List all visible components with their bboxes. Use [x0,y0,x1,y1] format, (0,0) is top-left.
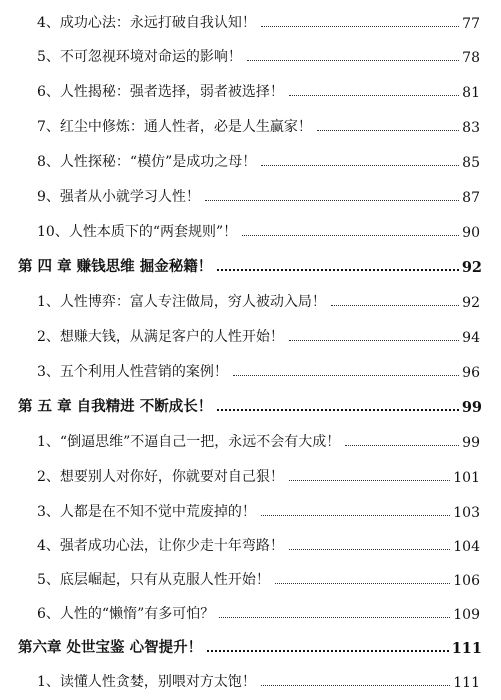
toc-entry-title: 5、不可忽视环境对命运的影响！ [37,49,242,65]
dot-leader [233,375,459,376]
dot-leader [217,409,459,411]
toc-chapter-page: 99 [461,399,482,416]
toc-entry [37,112,480,136]
toc-entry [37,599,480,623]
toc-entry [37,565,480,589]
dot-leader [275,583,450,584]
toc-entry [37,287,480,311]
dot-leader [219,617,450,618]
toc-chapter-title: 第六章 处世宝鉴 心智提升！ [18,639,203,656]
toc-entry [37,42,480,66]
toc-entry [37,427,480,451]
toc-entry-title: 4、成功心法：永远打破自我认知！ [37,15,256,31]
toc-entry [37,497,480,521]
toc-entry-page: 96 [462,365,480,381]
toc-chapter-page: 111 [451,640,482,657]
toc-entry-page: 90 [462,225,480,241]
toc-entry [37,217,480,241]
toc-entry-title: 4、强者成功心法，让你少走十年弯路！ [37,538,284,554]
toc-entry-page: 101 [453,470,480,486]
toc-entry-page: 111 [453,675,480,691]
dot-leader [289,95,459,96]
toc-entry-title: 1、“倒逼思维”不逼自己一把，永远不会有大成！ [37,434,341,450]
toc-entry [37,357,480,381]
toc-chapter-page: 92 [461,259,482,276]
toc-entry [37,182,480,206]
dot-leader [261,165,459,166]
dot-leader [289,340,459,341]
toc-entry-page: 85 [462,155,480,171]
toc-entry-title: 10、人性本质下的“两套规则”！ [37,224,238,240]
toc-entry-title: 1、人性博弈：富人专注做局，穷人被动入局！ [37,294,326,310]
toc-entry-title: 2、想要别人对你好，你就要对自己狠！ [37,469,284,485]
toc-entry-page: 87 [462,190,480,206]
toc-entry-page: 78 [462,50,480,66]
dot-leader [289,480,450,481]
toc-entry [37,147,480,171]
toc-entry-page: 106 [453,573,480,589]
toc-entry [37,462,480,486]
toc-entry-page: 109 [453,607,480,623]
toc-entry-page: 92 [462,295,480,311]
dot-leader [261,685,450,686]
toc-entry-title: 1、读懂人性贪婪，别喂对方太饱！ [37,674,256,690]
toc-entry-title: 2、想赚大钱，从满足客户的人性开始！ [37,329,284,345]
toc-chapter-title: 第 五 章 自我精进 不断成长！ [18,398,213,415]
toc-entry-page: 103 [453,505,480,521]
toc-entry-page: 94 [462,330,480,346]
dot-leader [207,650,449,652]
dot-leader [261,26,459,27]
dot-leader [247,60,459,61]
toc-entry [37,8,480,32]
dot-leader [331,305,459,306]
toc-entry-page: 83 [462,120,480,136]
dot-leader [345,445,459,446]
toc-entry [37,667,480,691]
toc-entry-page: 81 [462,85,480,101]
toc-entry-page: 99 [462,435,480,451]
toc-entry [37,531,480,555]
toc-entry-title: 6、人性揭秘：强者选择，弱者被选择！ [37,84,284,100]
dot-leader [217,269,459,271]
toc-entry-title: 7、红尘中修炼：通人性者，必是人生赢家！ [37,119,312,135]
toc-entry-title: 9、强者从小就学习人性！ [37,189,200,205]
toc-chapter [18,633,482,657]
toc-entry-page: 77 [462,16,480,32]
toc-chapter-title: 第 四 章 赚钱思维 掘金秘籍！ [18,258,213,275]
toc-entry [37,322,480,346]
dot-leader [289,549,450,550]
toc-chapter [18,392,482,416]
toc-entry-page: 104 [453,539,480,555]
toc-entry-title: 5、底层崛起，只有从克服人性开始！ [37,572,270,588]
toc-chapter [18,252,482,276]
toc-entry-title: 6、人性的“懒惰”有多可怕？ [37,606,215,622]
dot-leader [261,515,450,516]
dot-leader [205,200,459,201]
toc-entry-title: 8、人性探秘：“模仿”是成功之母！ [37,154,257,170]
toc-entry [37,77,480,101]
dot-leader [242,235,459,236]
toc-entry-title: 3、人都是在不知不觉中荒废掉的！ [37,504,256,520]
dot-leader [317,130,459,131]
toc-entry-title: 3、五个利用人性营销的案例！ [37,364,228,380]
